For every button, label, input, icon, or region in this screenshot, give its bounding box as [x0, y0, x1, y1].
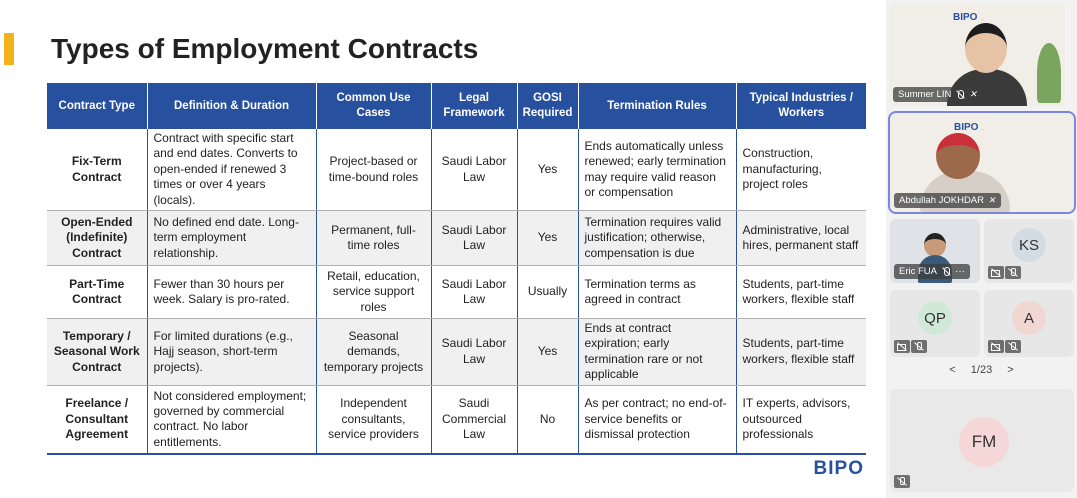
contract-type-cell: Temporary / Seasonal Work Contract: [47, 319, 147, 386]
camera-off-icon: [894, 340, 910, 353]
participant-avatar: KS: [1012, 228, 1046, 262]
contract-type-cell: Fix-Term Contract: [47, 129, 147, 211]
industries-cell: Students, part-time workers, flexible staff: [736, 319, 866, 386]
mic-off-icon: [1005, 340, 1021, 353]
use-cases-cell: Retail, education, service support roles: [316, 266, 431, 319]
legal-cell: Saudi Labor Law: [431, 129, 517, 211]
header-definition: Definition & Duration: [147, 83, 316, 129]
gosi-cell: No: [517, 385, 578, 454]
page-indicator: 1/23: [970, 364, 993, 376]
participants-pager: [886, 364, 1077, 376]
participant-name-label: Abdullah JOKHDAR ✕: [894, 193, 1001, 208]
header-use-cases: Common Use Cases: [316, 83, 431, 129]
contract-type-cell: Open-Ended (Indefinite) Contract: [47, 211, 147, 266]
legal-cell: Saudi Labor Law: [431, 319, 517, 386]
legal-cell: Saudi Commercial Law: [431, 385, 517, 454]
participant-avatar: FM: [959, 417, 1009, 467]
mic-off-icon: [1005, 266, 1021, 279]
termination-cell: As per contract; no end-of-service benefits or dismissal protection: [578, 385, 736, 454]
table-row: [47, 385, 866, 454]
header-gosi: GOSI Required: [517, 83, 578, 129]
industries-cell: Students, part-time workers, flexible staff: [736, 266, 866, 319]
use-cases-cell: Seasonal demands, temporary projects: [316, 319, 431, 386]
participant-avatar: QP: [918, 301, 952, 335]
contracts-table: [47, 83, 866, 455]
mic-off-icon: [955, 90, 965, 100]
header-contract-type: Contract Type: [47, 83, 147, 129]
industries-cell: Construction, manufacturing, project roles: [736, 129, 866, 211]
table-row: [47, 129, 866, 211]
participant-tile[interactable]: [984, 219, 1074, 283]
participant-face: [965, 23, 1007, 73]
termination-cell: Termination terms as agreed in contract: [578, 266, 736, 319]
table-row: [47, 266, 866, 319]
chevron-left-icon[interactable]: <: [949, 364, 956, 376]
participant-face: [924, 233, 946, 257]
bipo-logo: BIPO ...: [954, 122, 985, 133]
header-legal-framework: Legal Framework: [431, 83, 517, 129]
participant-status-icons: [894, 475, 910, 488]
title-accent-bar: [4, 33, 14, 65]
participant-tile[interactable]: [984, 290, 1074, 357]
header-industries: Typical Industries / Workers: [736, 83, 866, 129]
definition-cell: No defined end date. Long-term employment relationship.: [147, 211, 316, 266]
mic-off-icon: [911, 340, 927, 353]
table-header-row: [47, 83, 866, 129]
contract-type-cell: Part-Time Contract: [47, 266, 147, 319]
legal-cell: Saudi Labor Law: [431, 211, 517, 266]
industries-cell: IT experts, advisors, outsourced professionals: [736, 385, 866, 454]
slide-title: Types of Employment Contracts: [51, 33, 479, 64]
participant-status-icons: [894, 340, 927, 353]
participants-panel: [886, 0, 1077, 498]
termination-cell: Ends automatically unless renewed; early termination may require valid reason or compensation: [578, 129, 736, 211]
participant-name-label: Eric FUA ···: [894, 264, 970, 279]
participant-status-icons: [988, 266, 1021, 279]
definition-cell: Not considered employment; governed by commercial contract. No labor entitlements.: [147, 385, 316, 454]
gosi-cell: Usually: [517, 266, 578, 319]
pin-icon[interactable]: ✕: [988, 195, 996, 205]
termination-cell: Ends at contract expiration; early termination rare or not applicable: [578, 319, 736, 386]
participant-name-label: Summer LIN ✕: [893, 87, 982, 102]
background-plant: [1037, 43, 1061, 103]
chevron-right-icon[interactable]: >: [1007, 364, 1014, 376]
participant-status-icons: [988, 340, 1021, 353]
table-row: [47, 211, 866, 266]
gosi-cell: Yes: [517, 319, 578, 386]
camera-off-icon: [988, 266, 1004, 279]
participant-video-tile-active[interactable]: [890, 113, 1074, 212]
gosi-cell: Yes: [517, 211, 578, 266]
definition-cell: Fewer than 30 hours per week. Salary is pro-rated.: [147, 266, 316, 319]
more-options-icon[interactable]: ···: [955, 266, 965, 277]
bipo-logo: BIPO: [813, 458, 864, 479]
definition-cell: For limited durations (e.g., Hajj season, short-term projects).: [147, 319, 316, 386]
use-cases-cell: Project-based or time-bound roles: [316, 129, 431, 211]
participant-tile[interactable]: [890, 290, 980, 357]
termination-cell: Termination requires valid justification; otherwise, compensation is due: [578, 211, 736, 266]
use-cases-cell: Permanent, full-time roles: [316, 211, 431, 266]
industries-cell: Administrative, local hires, permanent staff: [736, 211, 866, 266]
contract-type-cell: Freelance / Consultant Agreement: [47, 385, 147, 454]
mic-off-icon: [941, 267, 951, 277]
gosi-cell: Yes: [517, 129, 578, 211]
legal-cell: Saudi Labor Law: [431, 266, 517, 319]
table-row: [47, 319, 866, 386]
pin-icon[interactable]: ✕: [969, 89, 977, 99]
participant-tile[interactable]: [890, 389, 1074, 492]
definition-cell: Contract with specific start and end dates. Converts to open-ended if renewed 3 times or over 4 years (locals).: [147, 129, 316, 211]
use-cases-cell: Independent consultants, service providers: [316, 385, 431, 454]
bipo-logo: BIPO ...: [953, 12, 984, 23]
participant-tile[interactable]: [890, 219, 980, 283]
header-termination: Termination Rules: [578, 83, 736, 129]
participant-video-tile[interactable]: [889, 3, 1065, 106]
participant-face: [936, 133, 980, 179]
mic-off-icon: [894, 475, 910, 488]
camera-off-icon: [988, 340, 1004, 353]
participant-avatar: A: [1012, 301, 1046, 335]
